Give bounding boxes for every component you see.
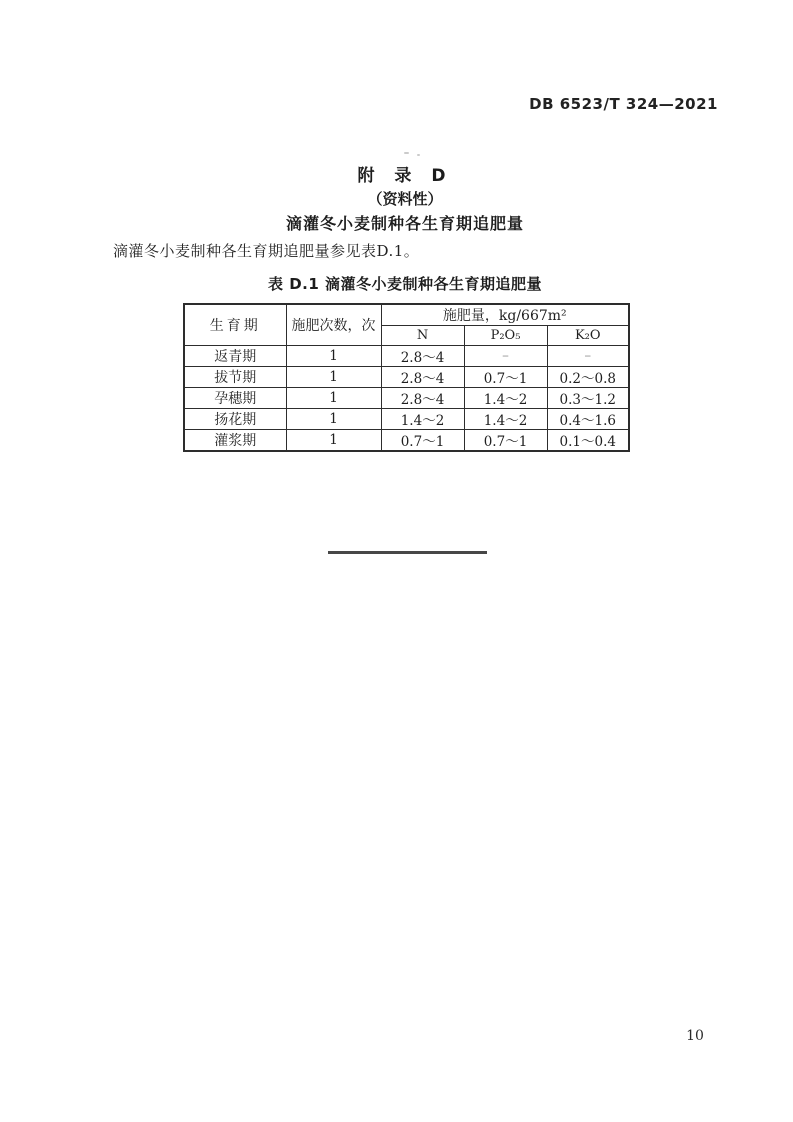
k2o-cell: 0.2～0.8: [547, 367, 629, 388]
table-row: [184, 409, 629, 430]
p2o5-cell: 1.4～2: [464, 388, 547, 409]
n-cell: 2.8～4: [381, 388, 464, 409]
n-cell: 2.8～4: [381, 346, 464, 367]
header-amount-group: 施肥量，kg/667m²: [381, 304, 629, 326]
n-cell: 1.4～2: [381, 409, 464, 430]
times-cell: 1: [286, 388, 381, 409]
appendix-label: 附 录 D: [357, 166, 453, 186]
times-cell: 1: [286, 367, 381, 388]
appendix-type-note: （资料性）: [367, 190, 443, 208]
appendix-title: 滴灌冬小麦制种各生育期追肥量: [285, 214, 524, 233]
p2o5-cell: 0.7～1: [464, 367, 547, 388]
standard-number: DB 6523/T 324—2021: [529, 95, 718, 113]
intro-paragraph: 滴灌冬小麦制种各生育期追肥量参见表D.1。: [113, 242, 420, 260]
stage-cell: 返青期: [184, 346, 286, 367]
fertilizer-table: [183, 303, 630, 452]
n-cell: 0.7～1: [381, 430, 464, 452]
p2o5-cell: –: [464, 346, 547, 367]
k2o-cell: 0.1～0.4: [547, 430, 629, 452]
header-p2o5: P₂O₅: [464, 326, 547, 346]
appendix-content: [97, 0, 713, 600]
table-row: [184, 367, 629, 388]
p2o5-cell: 0.7～1: [464, 430, 547, 452]
k2o-cell: 0.3～1.2: [547, 388, 629, 409]
k2o-cell: –: [547, 346, 629, 367]
table-row: [184, 430, 629, 452]
n-cell: 2.8～4: [381, 367, 464, 388]
header-n: N: [381, 326, 464, 346]
stage-cell: 扬花期: [184, 409, 286, 430]
table-row: [184, 346, 629, 367]
p2o5-cell: 1.4～2: [464, 409, 547, 430]
table-body: [184, 346, 629, 452]
header-times: 施肥次数，次: [286, 304, 381, 346]
header-k2o: K₂O: [547, 326, 629, 346]
page-number: 10: [686, 1028, 704, 1044]
table-header: [184, 304, 629, 346]
table-header-row: [184, 304, 629, 326]
table-caption: 表 D.1 滴灌冬小麦制种各生育期追肥量: [267, 275, 543, 293]
document-end-rule: [328, 551, 487, 554]
stage-cell: 拔节期: [184, 367, 286, 388]
times-cell: 1: [286, 409, 381, 430]
stage-cell: 灌浆期: [184, 430, 286, 452]
times-cell: 1: [286, 346, 381, 367]
header-stage: 生育期: [184, 304, 286, 346]
stage-cell: 孕穗期: [184, 388, 286, 409]
times-cell: 1: [286, 430, 381, 452]
k2o-cell: 0.4～1.6: [547, 409, 629, 430]
table-row: [184, 388, 629, 409]
